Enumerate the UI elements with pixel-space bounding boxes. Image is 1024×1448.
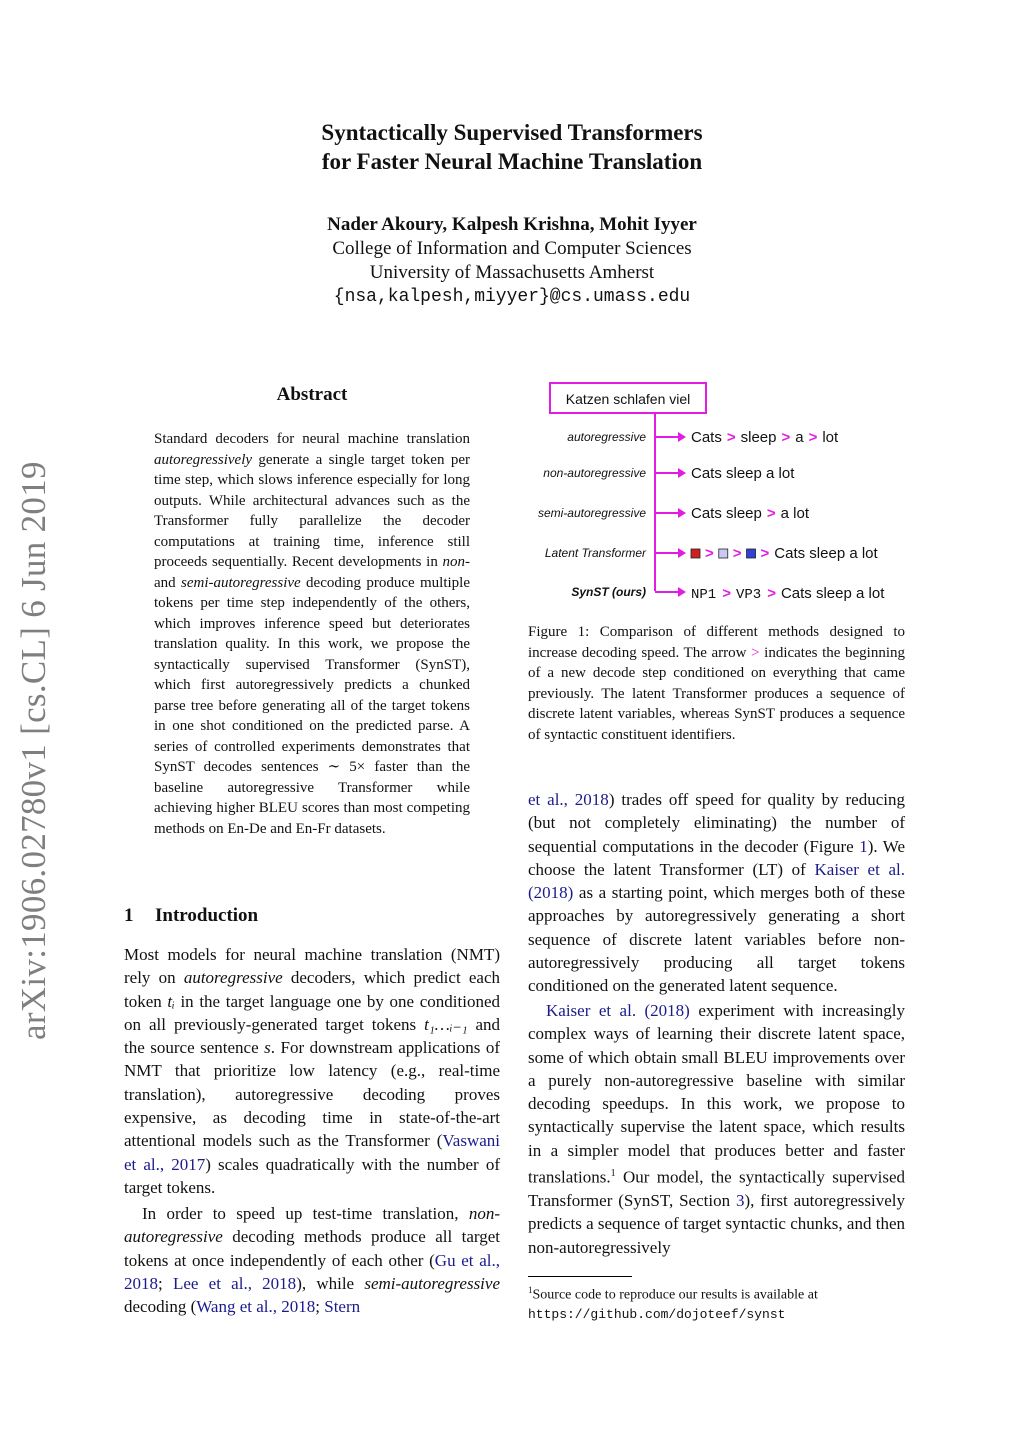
section-ref-link[interactable]: 3 [736, 1191, 745, 1211]
footnote-url-link[interactable]: https://github.com/dojoteef/synst [528, 1306, 786, 1322]
branch-arrowhead [678, 587, 686, 597]
figure-1-caption: Figure 1: Comparison of different methods designed to increase decoding speed. The arrow > indicates the beginning of a new decode step conditioned on everything that came previously. The latent Transformer produces a sequence of discrete latent variables, whereas SynST produces a sequence of syntactic constituent identifiers. [528, 624, 905, 743]
syntax-chunk: VP3 [735, 587, 762, 603]
output-token: Cats sleep [691, 505, 762, 522]
output-token: a [795, 429, 804, 446]
step-arrow: > [760, 545, 770, 562]
arxiv-stamp: arXiv:1906.02780v1 [cs.CL] 6 Jun 2019 [14, 461, 53, 1040]
latent-variable [691, 549, 700, 558]
syntax-chunk: NP1 [691, 587, 717, 603]
citation-link[interactable]: Kaiser et al. (2018) [528, 859, 905, 903]
paper-title [0, 118, 1024, 176]
intro-paragraph-1: Most models for neural machine translation (NMT) rely on autoregressive decoders, which predict each token tᵢ in the target language one by one conditioned on all previously-generated target tokens t₁…ᵢ₋₁ and the source sentence s. For downstream applications of NMT that prioritize low latency (e.g., real-time translation), autoregressive decoding proves expensive, as decoding time in state-of-the-art attentional models such as the Transformer (Vaswani et al., 2017) scales quadratically with the number of target tokens. [124, 945, 501, 1197]
abstract-heading: Abstract [276, 384, 348, 405]
authors: Nader Akoury, Kalpesh Krishna, Mohit Iyyer [327, 214, 697, 235]
figure-rows [538, 429, 885, 603]
step-arrow: > [808, 429, 818, 446]
footnote-mark[interactable]: 1 [610, 1168, 616, 1180]
method-label: SynST (ours) [571, 585, 646, 599]
title-line-1: Syntactically Supervised Transformers [321, 120, 703, 145]
method-label: non-autoregressive [543, 466, 646, 480]
step-arrow: > [732, 545, 742, 562]
step-arrow: > [722, 585, 731, 602]
step-arrow: > [781, 429, 791, 446]
section-heading-introduction: 1 Introduction [124, 905, 259, 926]
output-token: a lot [780, 505, 809, 522]
branch-arrowhead [678, 432, 686, 442]
source-sentence: Katzen schlafen viel [565, 391, 691, 407]
intro-paragraph-4: Kaiser et al. (2018) experiment with increasingly complex ways of learning their discrete latent space, some of which obtain small BLEU improvements over a purely non-autoregressive baseline with similar decoding speedups. In this work, we propose to syntactically supervise the latent space, which results in a simpler model that produces better and faster translations.$^1$ Our model, the syntactically supervised Transformer (SynST, Section 3), first autoregressively predicts a sequence of target syntactic chunks, and then non-autoregressively [528, 1001, 906, 1257]
footnote-rule [528, 1276, 632, 1277]
intro-paragraph-2: In order to speed up test-time translation, non-autoregressive decoding methods produce all target tokens at once independently of each other (Gu et al., 2018; Lee et al., 2018), while semi-autoregressive decoding (Wang et al., 2018; Stern [124, 1204, 500, 1317]
affiliation-line-2: University of Massachusetts Amherst [369, 262, 655, 283]
output-token: lot [822, 429, 839, 446]
affiliation-line-1: College of Information and Computer Sciences [332, 238, 692, 259]
title-line-2: for Faster Neural Machine Translation [321, 149, 703, 174]
citation-link[interactable]: Stern [324, 1297, 361, 1317]
branch-arrowhead [678, 548, 686, 558]
arrow-glyph: > [751, 644, 760, 661]
email-addresses: {nsa,kalpesh,miyyer}@cs.umass.edu [333, 287, 691, 307]
latent-variable [719, 549, 728, 558]
output-token: sleep [740, 429, 777, 446]
figure-1-diagram [528, 376, 928, 610]
output-token: Cats sleep a lot [780, 585, 885, 602]
abstract-body: Standard decoders for neural machine translation autoregressively generate a single target token per time step, which slows inference especially for long outputs. While architectural advances such as the Transformer fully parallelize the decoder computations at training time, inference still proceeds sequentially. Recent developments in non- and semi-autoregressive decoding produce multiple tokens per time step independently of the others, which improves inference speed but deteriorates translation quality. In this work, we propose the syntactically supervised Transformer (SynST), which first autoregressively predicts a chunked parse tree before generating all of the target tokens in one shot conditioned on the predicted parse. A series of controlled experiments demonstrates that SynST decodes sentences ∼ 5× faster than the baseline autoregressive Transformer while achieving higher BLEU scores than most competing methods on En-De and En-Fr datasets. [154, 431, 470, 837]
citation-link[interactable]: Wang et al., 2018 [196, 1297, 316, 1317]
method-label: semi-autoregressive [537, 506, 646, 520]
output-token: Cats [691, 429, 722, 446]
citation-link[interactable]: Lee et al., 2018 [172, 1273, 297, 1293]
step-arrow: > [705, 545, 714, 562]
step-arrow: > [726, 429, 736, 446]
method-label: Latent Transformer [544, 546, 646, 560]
step-arrow: > [767, 585, 776, 602]
branch-arrowhead [678, 508, 686, 518]
figure-ref-link[interactable]: 1 [859, 836, 868, 856]
output-token: Cats sleep a lot [691, 465, 795, 482]
output-token: Cats sleep a lot [774, 545, 878, 562]
intro-paragraph-3: et al., 2018) trades off speed for quality by reducing (but not completely eliminating) the number of sequential computations in the decoder (Figure 1). We choose the latent Transformer (LT) of Kaiser et al. (2018) as a starting point, which merges both of these approaches by autoregressively generating a short sequence of discrete latent variables before non-autoregressively producing all target tokens conditioned on the generated latent sequence. [528, 790, 905, 996]
branch-arrowhead [678, 468, 686, 478]
step-arrow: > [766, 505, 776, 522]
citation-link[interactable]: et al., 2018 [528, 790, 609, 809]
citation-link[interactable]: Gu et al., 2018 [124, 1250, 500, 1293]
citation-link[interactable]: Vaswani et al., 2017 [124, 1131, 500, 1174]
latent-variable [747, 549, 756, 558]
citation-link[interactable]: Kaiser et al. (2018) [546, 1001, 690, 1020]
method-label: autoregressive [567, 430, 646, 444]
footnote: $^1$Source code to reproduce our results is available at https://github.com/dojoteef/synst [528, 1285, 818, 1322]
